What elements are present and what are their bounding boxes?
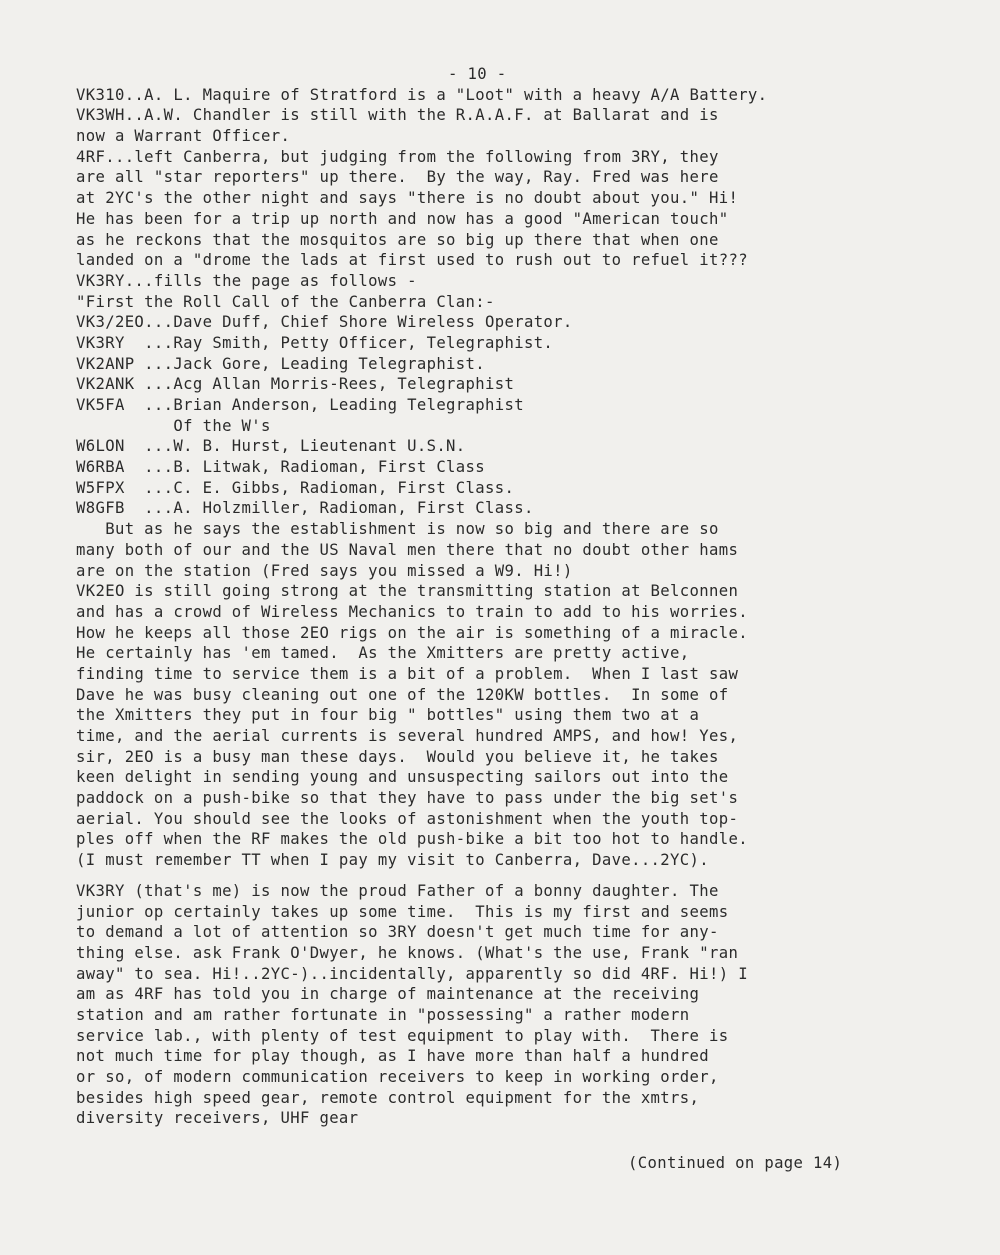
text-line: junior op certainly takes up some time. This is my first and seems	[76, 902, 729, 921]
text-line: VK5FA ...Brian Anderson, Leading Telegraphist	[76, 396, 524, 414]
text-line: am as 4RF has told you in charge of maintenance at the receiving	[76, 985, 700, 1004]
text-line: But as he says the establishment is now so big and there are so	[76, 520, 719, 539]
text-line: He certainly has 'em tamed. As the Xmitters are pretty active,	[76, 644, 690, 663]
text-line: thing else. ask Frank O'Dwyer, he knows. (What's the use, Frank "ran	[76, 943, 739, 962]
paragraph-gap	[76, 1129, 936, 1153]
text-line: at 2YC's the other night and says "there is no doubt about you." Hi!	[76, 189, 739, 208]
text-line: now a Warrant Officer.	[76, 127, 291, 146]
text-line: How he keeps all those 2EO rigs on the air is something of a miracle.	[76, 623, 748, 642]
text-line: VK2ANP ...Jack Gore, Leading Telegraphist.	[76, 354, 486, 373]
text-line: VK2EO is still going strong at the transmitting station at Belconnen	[76, 582, 739, 601]
text-line: besides high speed gear, remote control equipment for the xmtrs,	[76, 1088, 700, 1107]
page-number: - 10 -	[448, 65, 507, 83]
text-line: finding time to service them is a bit of a problem. When I last saw	[76, 664, 739, 683]
text-line: landed on a "drome the lads at first used to rush out to refuel it???	[76, 251, 748, 270]
text-line: time, and the aerial currents is several hundred AMPS, and how! Yes,	[76, 727, 739, 745]
text-line: many both of our and the US Naval men there that no doubt other hams	[76, 540, 739, 559]
text-line: aerial. You should see the looks of astonishment when the youth top-	[76, 809, 739, 828]
text-line: He has been for a trip up north and now has a good "American touch"	[76, 209, 729, 228]
text-line: W6RBA ...B. Litwak, Radioman, First Class	[76, 458, 486, 477]
paragraph-gap	[76, 871, 936, 881]
text-line: VK3/2EO...Dave Duff, Chief Shore Wireless Operator.	[76, 313, 573, 332]
text-line: diversity receivers, UHF gear	[76, 1109, 359, 1128]
text-line: away" to sea. Hi!..2YC-)..incidentally, apparently so did 4RF. Hi!) I	[76, 964, 748, 983]
text-line: "First the Roll Call of the Canberra Clan:-	[76, 292, 495, 311]
text-line: paddock on a push-bike so that they have to pass under the big set's	[76, 789, 739, 808]
text-block-2	[76, 881, 936, 1129]
text-line: W8GFB ...A. Holzmiller, Radioman, First Class.	[76, 499, 534, 518]
text-line: 4RF...left Canberra, but judging from the following from 3RY, they	[76, 147, 719, 166]
text-block-1	[76, 85, 936, 871]
text-line: service lab., with plenty of test equipment to play with. There is	[76, 1026, 729, 1045]
text-line: VK3RY...fills the page as follows -	[76, 271, 417, 290]
text-line: or so, of modern communication receivers to keep in working order,	[76, 1068, 719, 1086]
text-line: to demand a lot of attention so 3RY doesn't get much time for any-	[76, 923, 719, 942]
text-line: Of the W's	[76, 416, 271, 435]
text-line: Dave he was busy cleaning out one of the 120KW bottles. In some of	[76, 685, 729, 704]
text-line: VK310..A. L. Maquire of Stratford is a "Loot" with a heavy A/A Battery.	[76, 85, 768, 104]
text-line: VK2ANK ...Acg Allan Morris-Rees, Telegraphist	[76, 375, 515, 394]
text-line: station and am rather fortunate in "possessing" a rather modern	[76, 1005, 690, 1024]
text-line: are on the station (Fred says you missed a W9. Hi!)	[76, 561, 573, 580]
text-line: and has a crowd of Wireless Mechanics to train to add to his worries.	[76, 602, 748, 621]
text-line: W5FPX ...C. E. Gibbs, Radioman, First Class.	[76, 478, 515, 497]
typewritten-text	[76, 64, 936, 1174]
text-line: (I must remember TT when I pay my visit to Canberra, Dave...2YC).	[76, 851, 709, 870]
text-line: W6LON ...W. B. Hurst, Lieutenant U.S.N.	[76, 437, 466, 456]
text-line: the Xmitters they put in four big " bottles" using them two at a	[76, 706, 700, 725]
text-line: not much time for play though, as I have more than half a hundred	[76, 1047, 709, 1066]
text-line: as he reckons that the mosquitos are so big up there that when one	[76, 230, 719, 249]
text-line: VK3WH..A.W. Chandler is still with the R.A.A.F. at Ballarat and is	[76, 106, 719, 125]
continued-note: (Continued on page 14)	[628, 1154, 843, 1173]
text-line: VK3RY (that's me) is now the proud Father of a bonny daughter. The	[76, 881, 719, 900]
text-line: VK3RY ...Ray Smith, Petty Officer, Telegraphist.	[76, 333, 554, 352]
text-line: are all "star reporters" up there. By the way, Ray. Fred was here	[76, 168, 719, 187]
text-line: ples off when the RF makes the old push-bike a bit too hot to handle.	[76, 830, 748, 849]
text-line: keen delight in sending young and unsuspecting sailors out into the	[76, 768, 729, 787]
text-line: sir, 2EO is a busy man these days. Would you believe it, he takes	[76, 747, 719, 766]
